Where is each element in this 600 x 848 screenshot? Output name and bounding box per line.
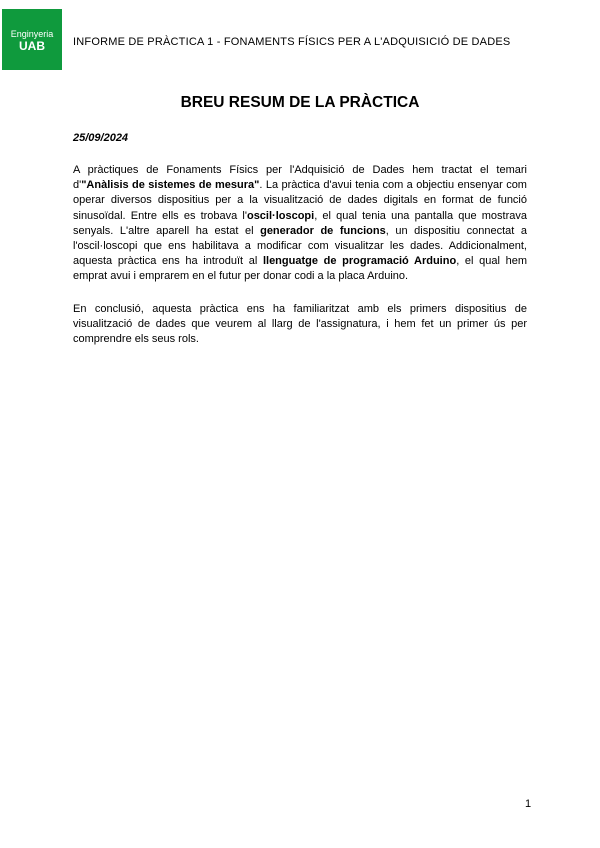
page-header: INFORME DE PRÀCTICA 1 - FONAMENTS FÍSICS PER A L'ADQUISICIÓ DE DADES xyxy=(73,36,511,48)
conclusion-paragraph: En conclusió, aquesta pràctica ens ha familiaritzat amb els primers dispositius de visualització de dades que veurem al llarg de l'assignatura, i hem fet un primer ús per comprendre els seus rols. xyxy=(73,302,527,346)
bold-term: "Anàlisis de sistemes de mesura" xyxy=(81,179,260,192)
report-date: 25/09/2024 xyxy=(73,132,129,144)
text-run: . La pràctica d'avui tenia com a objectiu ensenyar com operar diversos dispositius per a la visualització de dades digitals en format de funció sinusoïdal. Entre ells es trobava l' xyxy=(73,179,527,222)
summary-paragraph xyxy=(73,163,527,285)
bold-term: oscil·loscopi xyxy=(246,209,315,222)
text-run: A pràctiques de Fonaments Físics per l'Adquisició de Dades hem tractat el temari d' xyxy=(73,164,527,192)
bold-term: llenguatge de programació Arduino xyxy=(262,255,457,268)
text-run: , el qual tenia una pantalla que mostrava senyals. L'altre aparell ha estat el xyxy=(73,209,527,237)
document-body xyxy=(73,163,527,364)
text-run: , un dispositiu connectat a l'oscil·loscopi que ens habilitava a modificar com visualitzar les dades. Addicionalment, aquesta pràctica ens ha introduït al xyxy=(73,224,527,268)
text-run: , el qual hem emprat avui i emprarem en el futur per donar codi a la placa Arduino. xyxy=(73,255,528,283)
page-number: 1 xyxy=(525,798,532,810)
uab-engineering-logo xyxy=(2,9,62,70)
bold-term: generador de funcions xyxy=(260,224,386,237)
document-title: BREU RESUM DE LA PRÀCTICA xyxy=(180,94,420,111)
logo-line-1: Enginyeria xyxy=(10,29,54,39)
logo-line-2: UAB xyxy=(19,39,45,53)
